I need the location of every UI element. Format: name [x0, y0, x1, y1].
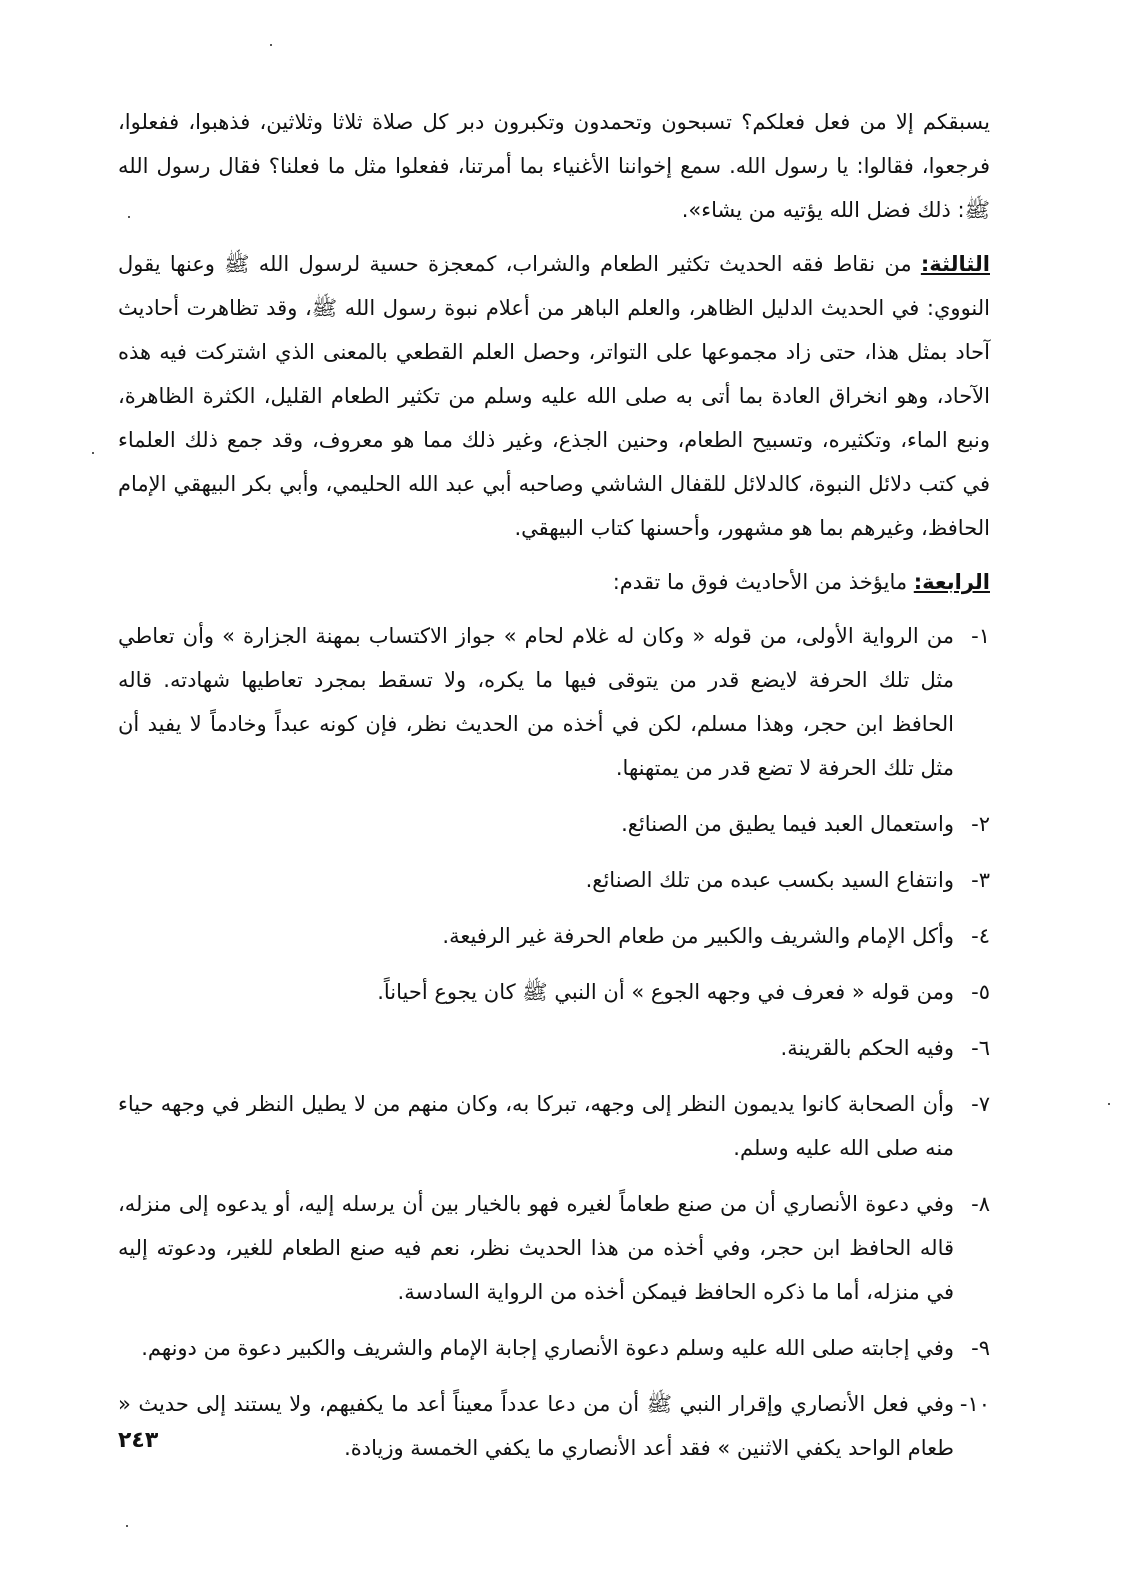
list-item [118, 802, 990, 846]
list-item [118, 970, 990, 1014]
list-item-text: وأكل الإمام والشريف والكبير من طعام الحرفة غير الرفيعة. [442, 924, 954, 948]
list-item-number: ٥- [971, 980, 990, 1004]
list-item [118, 1182, 990, 1314]
list-item-text: من الرواية الأولى، من قوله « وكان له غلام لحام » جواز الاكتساب بمهنة الجزارة » وأن تعاطي مثل تلك الحرفة لايضع قدر من يتوقى فيها ما يكره، ولا تسقط بمجرد تعاطيها شهادته. قاله الحافظ ابن حجر، وهذا مسلم، لكن في أخذه من الحديث نظر، فإن كونه عبداً وخادماً لا يفيد أن مثل تلك الحرفة لا تضع قدر من يمتهنها. [118, 624, 954, 780]
scan-speck [270, 44, 272, 46]
list-item [118, 1326, 990, 1370]
third-point-text: من نقاط فقه الحديث تكثير الطعام والشراب، كمعجزة حسية لرسول الله ﷺ وعنها يقول النووي: في الحديث الدليل الظاهر، والعلم الباهر من أعلام نبوة رسول الله ﷺ، وقد تظاهرت أحاديث آحاد بمثل هذا، حتى زاد مجموعها على التواتر، وحصل العلم القطعي بالمعنى الذي اشتركت فيه هذه الآحاد، وهو انخراق العادة بما أتى به صلى الله عليه وسلم من تكثير الطعام القليل، الكثرة الظاهرة، ونبع الماء، وتكثيره، وتسبيح الطعام، وحنين الجذع، وغير ذلك مما هو معروف، وقد جمع ذلك العلماء في كتب دلائل النبوة، كالدلائل للقفال الشاشي وصاحبه أبي عبد الله الحليمي، وأبي بكر البيهقي الإمام الحافظ، وغيرهم بما هو مشهور، وأحسنها كتاب البيهقي. [118, 252, 990, 540]
scan-speck [1108, 1103, 1110, 1105]
list-item-text: واستعمال العبد فيما يطيق من الصنائع. [621, 812, 954, 836]
document-page [118, 100, 990, 1482]
list-item [118, 1382, 990, 1470]
intro-paragraph: يسبقكم إلا من فعل فعلكم؟ تسبحون وتحمدون وتكبرون دبر كل صلاة ثلاثا وثلاثين، فذهبوا، ففعلوا، فرجعوا، فقالوا: يا رسول الله. سمع إخواننا الأغنياء بما أمرتنا، ففعلوا مثل ما فعلنا؟ فقال رسول الله ﷺ: ذلك فضل الله يؤتيه من يشاء». [118, 110, 990, 222]
list-item-number: ٦- [971, 1036, 990, 1060]
list-item-text: وفي إجابته صلى الله عليه وسلم دعوة الأنصاري إجابة الإمام والشريف والكبير دعوة من دونهم. [141, 1336, 954, 1360]
list-item [118, 914, 990, 958]
list-item-number: ٢- [971, 812, 990, 836]
list-item-text: وأن الصحابة كانوا يديمون النظر إلى وجهه، تبركا به، وكان منهم من لا يطيل النظر في وجهه حياء منه صلى الله عليه وسلم. [118, 1092, 954, 1160]
scan-speck [92, 452, 94, 454]
list-item-text: وانتفاع السيد بكسب عبده من تلك الصنائع. [585, 868, 954, 892]
list-item-number: ١- [971, 624, 990, 648]
list-item [118, 858, 990, 902]
list-item-number: ٣- [971, 868, 990, 892]
third-point-paragraph [118, 242, 990, 550]
page-number: ٢٤٣ [118, 1428, 159, 1453]
fourth-point-label: الرابعة: [913, 570, 990, 594]
fourth-point-text: مايؤخذ من الأحاديث فوق ما تقدم: [612, 570, 914, 594]
list-item [118, 1026, 990, 1070]
list-item-text: ومن قوله « فعرف في وجهه الجوع » أن النبي ﷺ كان يجوع أحياناً. [377, 980, 954, 1004]
list-item [118, 1082, 990, 1170]
scan-speck [126, 1525, 128, 1527]
list-item-number: ١٠- [959, 1392, 990, 1416]
list-item-number: ٩- [971, 1336, 990, 1360]
list-item-text: وفي فعل الأنصاري وإقرار النبي ﷺ أن من دعا عدداً معيناً أعد ما يكفيهم، ولا يستند إلى حديث « طعام الواحد يكفي الاثنين » فقد أعد الأنصاري ما يكفي الخمسة وزيادة. [118, 1392, 954, 1460]
list-item-number: ٨- [971, 1192, 990, 1216]
list-item-text: وفيه الحكم بالقرينة. [780, 1036, 954, 1060]
list-item-text: وفي دعوة الأنصاري أن من صنع طعاماً لغيره فهو بالخيار بين أن يرسله إليه، أو يدعوه إلى منزله، قاله الحافظ ابن حجر، وفي أخذه من هذا الحديث نظر، نعم فيه صنع الطعام للغير، ودعوته إليه في منزله، أما ما ذكره الحافظ فيمكن أخذه من الرواية السادسة. [118, 1192, 954, 1304]
list-item-number: ٤- [971, 924, 990, 948]
third-point-label: الثالثة: [920, 252, 990, 276]
numbered-list [118, 614, 990, 1470]
fourth-point-paragraph [118, 560, 990, 604]
list-item-number: ٧- [971, 1092, 990, 1116]
list-item [118, 614, 990, 790]
